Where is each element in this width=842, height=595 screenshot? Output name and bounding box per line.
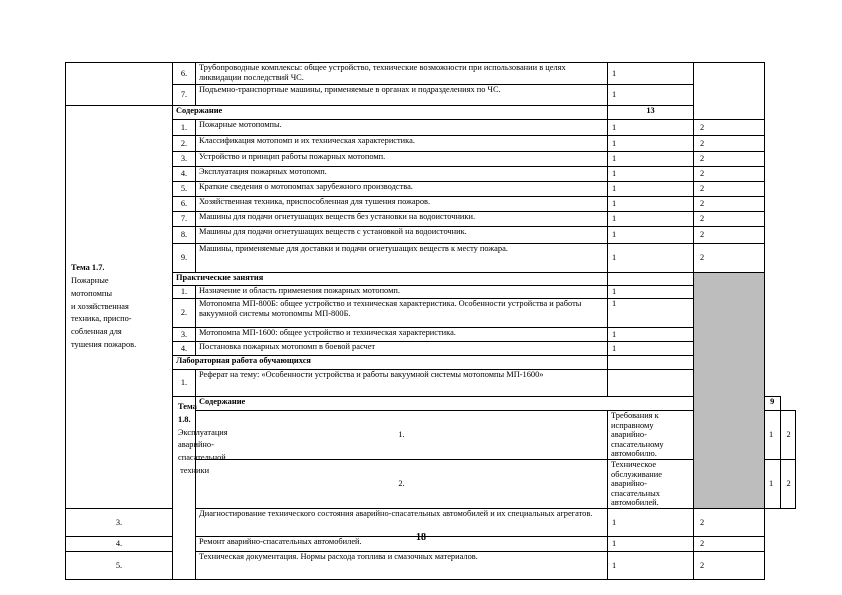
theme-name-line: Эксплуатация (178, 427, 228, 437)
row-text: Краткие сведения о мотопомпах зарубежного производства. (196, 182, 608, 197)
row-level: 2 (694, 551, 765, 579)
table-row (66, 120, 796, 136)
row-level: 2 (694, 182, 765, 197)
row-hours: 1 (608, 120, 694, 136)
table-row (66, 244, 796, 273)
section-total: 9 (765, 397, 781, 411)
row-hours: 1 (608, 508, 694, 536)
row-text: Мотопомпа МП-1600: общее устройство и техническая характеристика. (196, 328, 608, 342)
row-level: 2 (780, 411, 796, 460)
row-level: 2 (694, 244, 765, 273)
theme-name-line: Пожарные (71, 275, 109, 285)
row-level: 2 (694, 212, 765, 227)
row-number: 4. (173, 342, 196, 356)
row-number: 7. (173, 212, 196, 227)
row-hours: 1 (608, 342, 694, 356)
theme-name-line: техники (178, 465, 210, 475)
row-number: 5. (173, 182, 196, 197)
empty-hours-cell (608, 356, 694, 370)
section-total: 13 (608, 106, 694, 120)
table-row (66, 273, 796, 286)
row-text: Техническое обслуживание аварийно-спасательных автомобилей. (608, 459, 694, 508)
row-hours: 1 (765, 411, 781, 460)
row-text: Трубопроводные комплексы: общее устройство, технические возможности при использовании в целях ликвидации последствий ЧС. (196, 63, 608, 85)
row-number: 5. (66, 551, 173, 579)
row-hours: 1 (608, 152, 694, 167)
row-text: Постановка пожарных мотопомп в боевой расчет (196, 342, 608, 356)
row-text: Реферат на тему: «Особенности устройства и работы вакуумной системы мотопомпы МП-1600» (196, 370, 608, 397)
theme-name-line: тушения пожаров. (71, 339, 137, 349)
row-hours: 1 (608, 197, 694, 212)
row-number: 6. (173, 63, 196, 85)
row-hours (608, 370, 694, 397)
row-text: Диагностирование технического состояния аварийно-спасательных автомобилей и их специальных агрегатов. (196, 508, 608, 536)
row-number: 3. (66, 508, 173, 536)
row-level: 2 (694, 536, 765, 551)
row-number: 7. (173, 85, 196, 106)
section-label: Лабораторная работа обучающихся (173, 356, 608, 370)
table-row (66, 286, 796, 299)
empty-hours-cell (608, 273, 694, 286)
row-text: Машины для подачи огнетушащих веществ с установкой на водоисточник. (196, 227, 608, 244)
section-label: Содержание (196, 397, 694, 411)
row-text: Эксплуатация пожарных мотопомп. (196, 167, 608, 182)
row-hours: 1 (608, 551, 694, 579)
table-row (66, 370, 796, 397)
theme-name-line: техника, приспо- (71, 314, 132, 324)
theme-cell-empty (66, 63, 173, 106)
theme-title: Тема 1.7. (71, 263, 105, 273)
row-hours: 1 (608, 182, 694, 197)
row-hours: 1 (608, 136, 694, 152)
row-number: 1. (196, 411, 608, 460)
row-number: 2. (173, 299, 196, 328)
row-number: 1. (173, 120, 196, 136)
theme-name-line: аварийно- (178, 440, 214, 450)
row-hours: 1 (608, 286, 694, 299)
theme-title: Тема 1.8. (178, 402, 197, 424)
table-row (66, 299, 796, 328)
row-text: Пожарные мотопомпы. (196, 120, 608, 136)
row-text: Машины, применяемые для доставки и подачи огнетушащих веществ к месту пожара. (196, 244, 608, 273)
row-text: Техническая документация. Нормы расхода топлива и смазочных материалов. (196, 551, 608, 579)
row-text: Хозяйственная техника, приспособленная для тушения пожаров. (196, 197, 608, 212)
table-row (66, 106, 796, 120)
row-number: 9. (173, 244, 196, 273)
table-row (66, 397, 796, 411)
row-text: Машины для подачи огнетушащих веществ без установки на водоисточники. (196, 212, 608, 227)
row-number: 1. (173, 370, 196, 397)
row-hours: 1 (608, 536, 694, 551)
row-hours: 1 (608, 63, 694, 85)
table-row (66, 356, 796, 370)
row-text: Устройство и принцип работы пожарных мотопомп. (196, 152, 608, 167)
level-cell-empty (694, 63, 765, 120)
row-hours: 1 (608, 244, 694, 273)
row-level: 2 (780, 459, 796, 508)
theme-name-line: собленная для (71, 327, 122, 337)
row-number: 4. (173, 167, 196, 182)
row-level: 2 (694, 508, 765, 536)
theme-name-line: и хозяйственная (71, 301, 129, 311)
row-text: Требования к исправному аварийно-спасательному автомобилю. (608, 411, 694, 460)
table-row (66, 63, 796, 85)
row-number: 4. (66, 536, 173, 551)
row-level: 2 (694, 197, 765, 212)
row-text: Классификация мотопомп и их техническая характеристика. (196, 136, 608, 152)
shaded-cell (694, 273, 765, 509)
row-text: Назначение и область применения пожарных мотопомп. (196, 286, 608, 299)
row-number: 6. (173, 197, 196, 212)
row-number: 1. (173, 286, 196, 299)
table-row (66, 136, 796, 152)
table-row (66, 212, 796, 227)
section-label: Практические занятия (173, 273, 608, 286)
row-number: 8. (173, 227, 196, 244)
row-text: Мотопомпа МП-800Б: общее устройство и техническая характеристика. Особенности устройства и работы вакуумной системы мотопомпы МП-800Б. (196, 299, 608, 328)
page-number: 18 (416, 532, 426, 543)
row-level: 2 (694, 152, 765, 167)
row-number: 2. (196, 459, 608, 508)
row-level: 2 (694, 120, 765, 136)
row-hours: 1 (608, 227, 694, 244)
row-hours: 1 (608, 328, 694, 342)
theme-name-line: мотопомпы (71, 288, 113, 298)
table-row (66, 182, 796, 197)
row-level: 2 (694, 167, 765, 182)
row-level: 2 (694, 227, 765, 244)
row-hours: 1 (608, 85, 694, 106)
row-text: Подъемно-транспортные машины, применяемые в органах и подразделениях по ЧС. (196, 85, 608, 106)
theme-1-7-cell (66, 106, 173, 509)
table-row (66, 342, 796, 356)
row-hours: 1 (608, 212, 694, 227)
curriculum-table (65, 62, 796, 580)
theme-name-line: спасательной (178, 453, 226, 463)
table-row (66, 328, 796, 342)
row-text: Ремонт аварийно-спасательных автомобилей. (196, 536, 608, 551)
row-hours: 1 (765, 459, 781, 508)
table-row (66, 85, 796, 106)
table-row (66, 227, 796, 244)
table-row (66, 167, 796, 182)
section-label: Содержание (173, 106, 608, 120)
row-hours: 1 (608, 299, 694, 328)
table-row (66, 197, 796, 212)
row-number: 2. (173, 136, 196, 152)
row-level: 2 (694, 136, 765, 152)
row-hours: 1 (608, 167, 694, 182)
row-number: 3. (173, 152, 196, 167)
table-row (66, 152, 796, 167)
row-number: 3. (173, 328, 196, 342)
